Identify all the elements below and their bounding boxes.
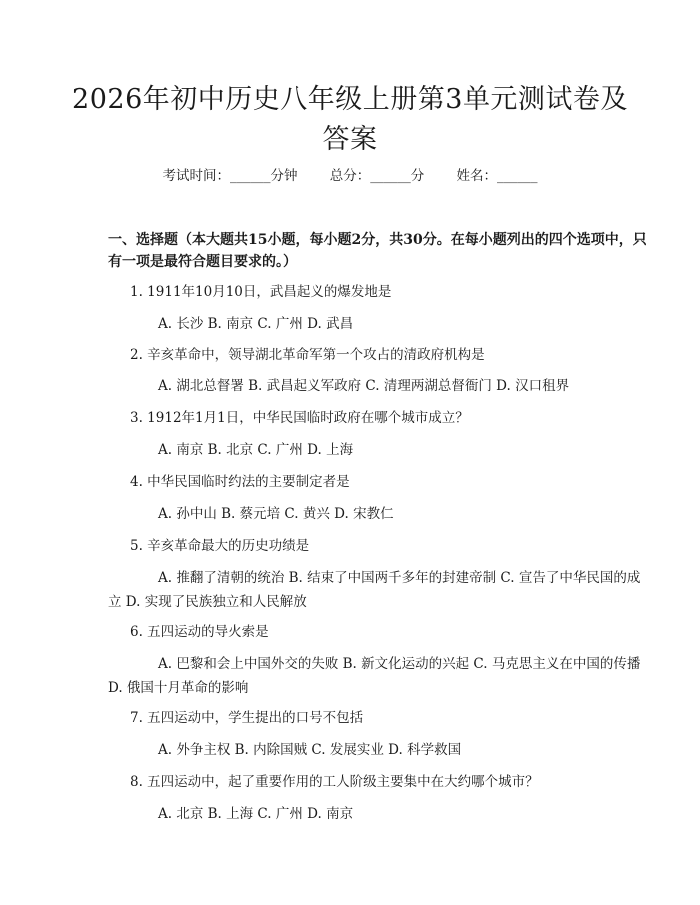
question-1-stem: 1. 1911年10月10日，武昌起义的爆发地是: [130, 284, 392, 300]
question-7-stem: 7. 五四运动中，学生提出的口号不包括: [130, 710, 364, 726]
question-6-stem: 6. 五四运动的导火索是: [130, 624, 269, 640]
question-4-stem: 4. 中华民国临时约法的主要制定者是: [130, 474, 350, 490]
question-2-stem: 2. 辛亥革命中，领导湖北革命军第一个攻占的清政府机构是: [130, 347, 485, 363]
question-4-options: A. 孙中山 B. 蔡元培 C. 黄兴 D. 宋教仁: [158, 506, 394, 522]
question-5-stem: 5. 辛亥革命最大的历史功绩是: [130, 538, 310, 554]
exam-meta: [0, 166, 700, 186]
question-3-options: A. 南京 B. 北京 C. 广州 D. 上海: [158, 442, 354, 458]
question-7-options: A. 外争主权 B. 内除国贼 C. 发展实业 D. 科学救国: [158, 742, 462, 758]
question-8-options: A. 北京 B. 上海 C. 广州 D. 南京: [158, 806, 354, 822]
question-1-options: A. 长沙 B. 南京 C. 广州 D. 武昌: [158, 316, 354, 332]
exam-name-field: 姓名：______: [456, 168, 538, 184]
question-8-stem: 8. 五四运动中，起了重要作用的工人阶级主要集中在大约哪个城市？: [130, 774, 539, 790]
question-6-options: A. 巴黎和会上中国外交的失败 B. 新文化运动的兴起 C. 马克思主义在中国的传播 D. 俄国十月革命的影响: [108, 656, 641, 696]
question-3-stem: 3. 1912年1月1日，中华民国临时政府在哪个城市成立？: [130, 410, 469, 426]
section-heading: 一、选择题（本大题共15小题，每小题2分，共30分。在每小题列出的四个选项中，只有一项是最符合题目要求的。）: [108, 232, 647, 270]
exam-score-field: 总分：______分: [329, 168, 425, 184]
exam-time-field: 考试时间：______分钟: [162, 168, 298, 184]
question-2-options: A. 湖北总督署 B. 武昌起义军政府 C. 清理两湖总督衙门 D. 汉口租界: [158, 378, 570, 394]
question-5-options: A. 推翻了清朝的统治 B. 结束了中国两千多年的封建帝制 C. 宣告了中华民国的成立 D. 实现了民族独立和人民解放: [108, 570, 641, 610]
exam-title: 2026年初中历史八年级上册第3单元测试卷及答案: [72, 84, 628, 155]
